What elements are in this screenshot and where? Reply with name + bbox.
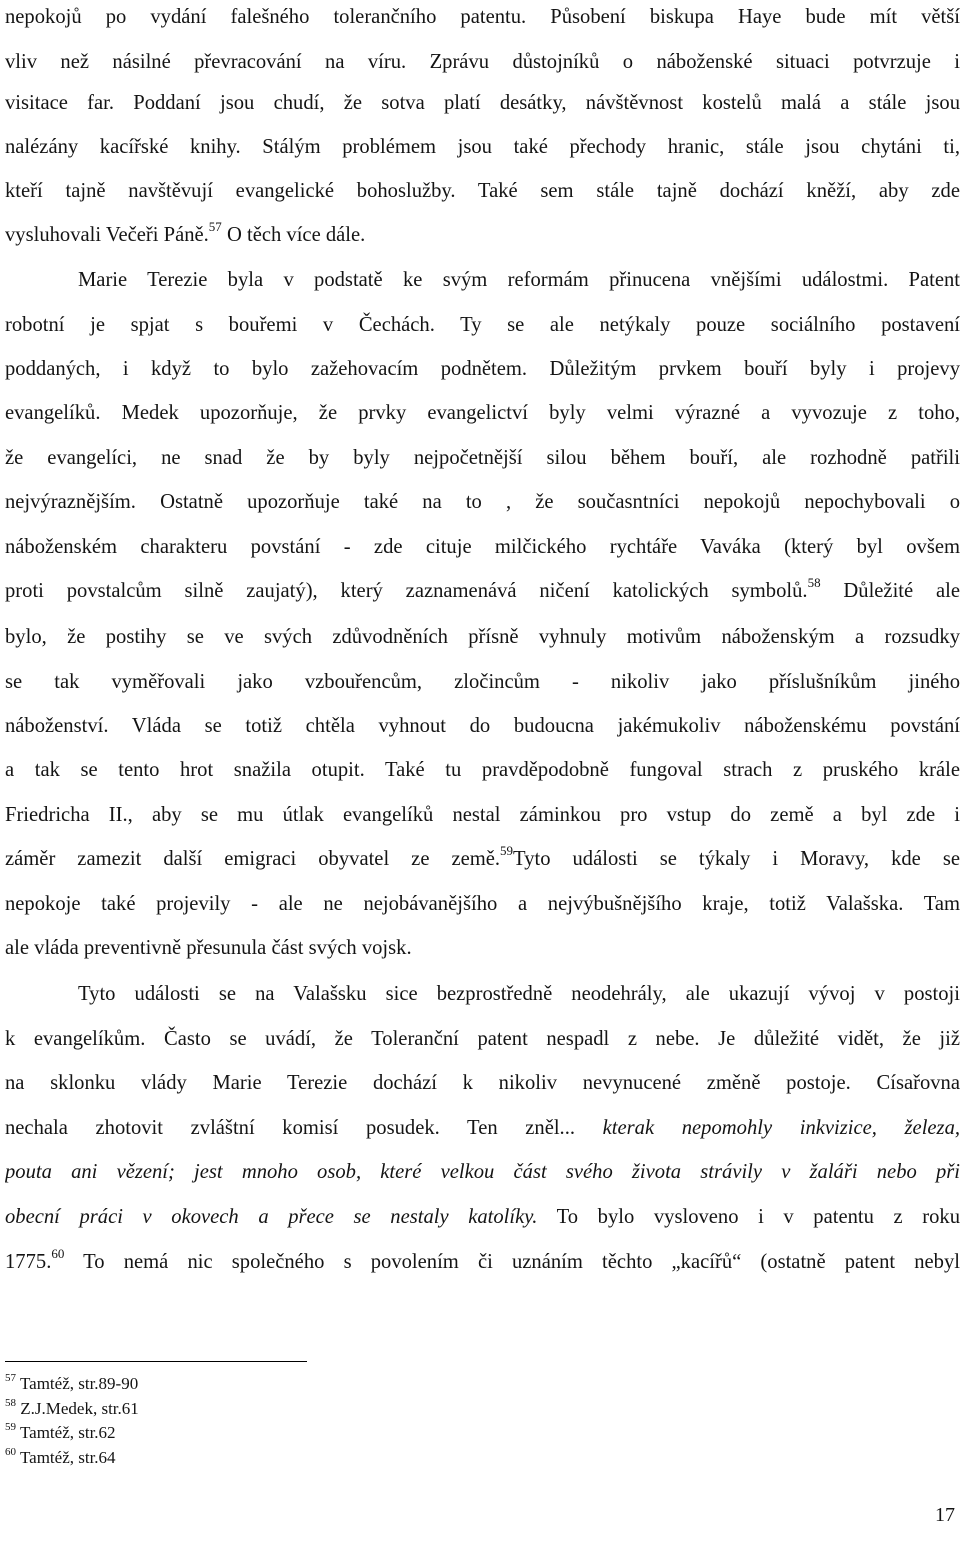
footnote-60 — [5, 1447, 116, 1471]
text-line-18: a tak se tento hrot snažila otupit. Také tu pravděpodobně fungoval strach z pruského krále — [5, 759, 960, 781]
quote-italic: kterak nepomohly inkvizice, železa, — [602, 1117, 960, 1139]
text-line-23: Tyto události se na Valašsku sice bezprostředně neodehrály, ale ukazují vývoj v postoji — [78, 983, 960, 1005]
text-fragment: Důležité ale — [820, 580, 960, 602]
text-line-2: vliv než násilné převracování na víru. Zprávu důstojníků o náboženské situaci potvrzuje i — [5, 51, 960, 73]
footnote-number: 60 — [5, 1446, 16, 1459]
text-line-1: nepokojů po vydání falešného tolerančního patentu. Působení biskupa Haye bude mít větší — [5, 6, 960, 28]
text-line-24: k evangelíkům. Často se uvádí, že Toleranční patent nespadl z nebe. Je důležité vidět, že již — [5, 1028, 960, 1050]
footnote-text: Tamtéž, str.62 — [19, 1423, 116, 1442]
page-number: 17 — [935, 1504, 955, 1526]
text-line-12: nejvýraznějším. Ostatně upozorňuje také na to , že současntníci nepokojů nepochybovali o — [5, 491, 960, 513]
text-line-11: že evangelíci, ne snad že by byly nejpočetnější silou během bouří, ale rozhodně patřili — [5, 447, 960, 469]
text-line-22: ale vláda preventivně přesunula část svých vojsk. — [5, 937, 412, 959]
text-line-14 — [5, 577, 960, 605]
text-fragment: To bylo vysloveno i v patentu z roku — [537, 1206, 960, 1228]
quote-italic: obecní práci v okovech a přece se nestaly katolíky. — [5, 1206, 538, 1228]
footnote-text: Tamtéž, str.64 — [19, 1448, 116, 1467]
text-fragment: nechala zhotovit zvláštní komisí posudek. Ten zněl... — [5, 1117, 576, 1139]
quote-italic: pouta ani vězení; jest mnoho osob, které velkou část svého života strávily v žaláři nebo při — [5, 1161, 960, 1183]
footnote-ref-59[interactable]: 59 — [500, 845, 514, 859]
footnote-58 — [5, 1398, 139, 1422]
text-fragment: 1775. — [5, 1251, 52, 1273]
footnote-ref-58[interactable]: 58 — [807, 577, 821, 591]
text-line-8: robotní je spjat s bouřemi v Čechách. Ty se ale netýkaly pouze sociálního postavení — [5, 314, 960, 336]
footnote-59 — [5, 1422, 116, 1446]
text-line-16: se tak vyměřovali jako vzbouřencům, zločincům - nikoliv jako příslušníkům jiného — [5, 671, 960, 693]
text-line-17: náboženství. Vláda se totiž chtěla vyhnout do budoucna jakémukoliv náboženskému povstání — [5, 715, 960, 737]
text-fragment: O těch více dále. — [221, 224, 366, 246]
text-fragment: vysluhovali Večeři Páně. — [5, 224, 209, 246]
text-line-28 — [5, 1203, 960, 1231]
text-line-4: nalézány kacířské knihy. Stálým problémem jsou také přechody hranic, stále jsou chytáni ti, — [5, 136, 960, 158]
footnote-ref-60[interactable]: 60 — [51, 1248, 65, 1262]
footnote-separator — [5, 1361, 307, 1362]
footnote-ref-57[interactable]: 57 — [208, 221, 222, 235]
text-line-10: evangelíků. Medek upozorňuje, že prvky evangelictví byly velmi výrazné a vyvozuje z toho, — [5, 402, 960, 424]
footnote-number: 59 — [5, 1421, 16, 1434]
text-line-20 — [5, 845, 960, 873]
text-line-19: Friedricha II., aby se mu útlak evangelíků nestal záminkou pro vstup do země a byl zde i — [5, 804, 960, 826]
footnote-number: 58 — [5, 1397, 16, 1410]
text-line-29 — [5, 1248, 960, 1276]
text-line-21: nepokoje také projevily - ale ne nejobávanějšího a nejvýbušnějšího kraje, totiž Valašska. Tam — [5, 893, 960, 915]
text-line-7: Marie Terezie byla v podstatě ke svým reformám přinucena vnějšími událostmi. Patent — [78, 269, 960, 291]
text-line-26 — [5, 1114, 960, 1142]
text-line-6 — [5, 221, 960, 249]
footnote-text: Z.J.Medek, str.61 — [20, 1399, 139, 1418]
footnote-57 — [5, 1373, 138, 1397]
text-line-25: na sklonku vlády Marie Terezie dochází k nikoliv nevynucené změně postoje. Císařovna — [5, 1072, 960, 1094]
footnote-number: 57 — [5, 1372, 16, 1385]
text-line-15: bylo, že postihy se ve svých zdůvodněních přísně vyhnuly motivům náboženským a rozsudky — [5, 626, 960, 648]
text-line-3: visitace far. Poddaní jsou chudí, že sotva platí desátky, návštěvnost kostelů malá a stále jsou — [5, 92, 960, 114]
text-line-13: náboženském charakteru povstání - zde cituje milčického rychtáře Vaváka (který byl ovšem — [5, 536, 960, 558]
text-fragment: proti povstalcům silně zaujatý), který zaznamenává ničení katolických symbolů. — [5, 580, 808, 602]
footnote-text: Tamtéž, str.89-90 — [19, 1374, 139, 1393]
text-line-9: poddaných, i když to bylo zažehovacím podnětem. Důležitým prvkem bouří byly i projevy — [5, 358, 960, 380]
text-fragment: záměr zamezit další emigraci obyvatel ze země. — [5, 848, 501, 870]
text-line-27 — [5, 1158, 960, 1186]
text-fragment: To nemá nic společného s povolením či uznáním těchto „kacířů“ (ostatně patent nebyl — [64, 1251, 960, 1273]
text-line-5: kteří tajně navštěvují evangelické bohoslužby. Také sem stále tajně dochází kněží, aby zde — [5, 180, 960, 202]
text-fragment: Tyto události se týkaly i Moravy, kde se — [513, 848, 960, 870]
